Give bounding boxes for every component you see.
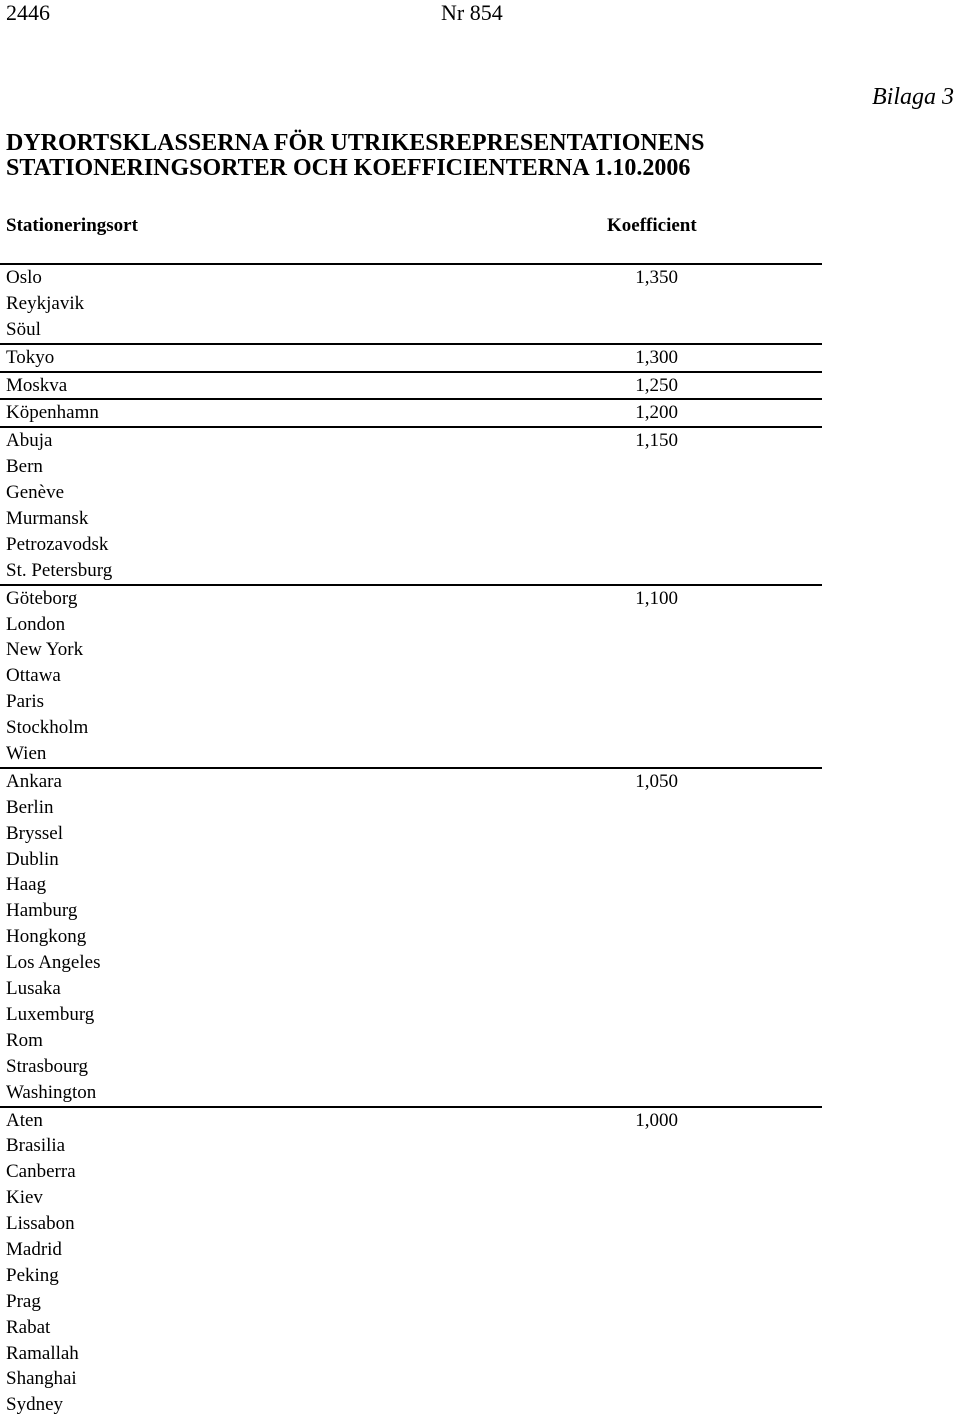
table-row (0, 428, 822, 454)
table-row (0, 795, 822, 821)
table-row (0, 1185, 822, 1211)
document-title (6, 131, 704, 181)
coefficient-table (0, 263, 822, 1418)
table-row (0, 769, 822, 795)
station-place: Ankara (6, 769, 62, 795)
table-row (0, 715, 822, 741)
table-row (0, 821, 822, 847)
station-place: Berlin (6, 795, 54, 821)
coefficient-group (0, 584, 822, 767)
table-row (0, 400, 822, 426)
coefficient-group (0, 398, 822, 426)
table-row (0, 1028, 822, 1054)
station-place: Tokyo (6, 345, 54, 371)
station-place: Aten (6, 1108, 43, 1134)
table-row (0, 1315, 822, 1341)
coefficient-value: 1,200 (635, 400, 678, 426)
table-row (0, 741, 822, 767)
station-place: Canberra (6, 1159, 76, 1185)
station-place: Rabat (6, 1315, 50, 1341)
station-place: Sydney (6, 1392, 63, 1418)
coefficient-value: 1,050 (635, 769, 678, 795)
statute-number: Nr 854 (441, 0, 503, 26)
coefficient-value: 1,350 (635, 265, 678, 291)
station-place: London (6, 612, 65, 638)
station-place: Genève (6, 480, 64, 506)
appendix-label: Bilaga 3 (872, 83, 954, 111)
coefficient-value: 1,150 (635, 428, 678, 454)
table-row (0, 1392, 822, 1418)
station-place: Madrid (6, 1237, 62, 1263)
station-place: Bryssel (6, 821, 63, 847)
station-place: Los Angeles (6, 950, 100, 976)
station-place: Göteborg (6, 586, 77, 612)
table-row (0, 1211, 822, 1237)
table-row (0, 847, 822, 873)
station-place: Shanghai (6, 1366, 77, 1392)
station-place: Reykjavik (6, 291, 84, 317)
coefficient-value: 1,100 (635, 586, 678, 612)
coefficient-value: 1,000 (635, 1108, 678, 1134)
station-place: Hamburg (6, 898, 77, 924)
table-row (0, 924, 822, 950)
station-place: Hongkong (6, 924, 86, 950)
table-row (0, 637, 822, 663)
table-row (0, 345, 822, 371)
station-place: New York (6, 637, 83, 663)
table-row (0, 506, 822, 532)
station-place: St. Petersburg (6, 558, 112, 584)
station-place: Köpenhamn (6, 400, 99, 426)
table-row (0, 480, 822, 506)
station-place: Stockholm (6, 715, 88, 741)
table-row (0, 950, 822, 976)
station-place: Lusaka (6, 976, 61, 1002)
table-row (0, 1054, 822, 1080)
coefficient-group (0, 343, 822, 371)
column-header-coefficient: Koefficient (607, 215, 697, 237)
table-row (0, 558, 822, 584)
table-row (0, 1289, 822, 1315)
table-row (0, 1133, 822, 1159)
station-place: Brasilia (6, 1133, 65, 1159)
table-row (0, 1263, 822, 1289)
title-line-2: STATIONERINGSORTER OCH KOEFFICIENTERNA 1.10.2006 (6, 156, 704, 181)
station-place: Kiev (6, 1185, 43, 1211)
table-row (0, 612, 822, 638)
station-place: Ottawa (6, 663, 61, 689)
table-row (0, 1237, 822, 1263)
station-place: Bern (6, 454, 43, 480)
table-row (0, 872, 822, 898)
station-place: Rom (6, 1028, 43, 1054)
coefficient-value: 1,250 (635, 373, 678, 399)
station-place: Murmansk (6, 506, 88, 532)
station-place: Ramallah (6, 1341, 79, 1367)
station-place: Moskva (6, 373, 67, 399)
table-row (0, 1341, 822, 1367)
station-place: Prag (6, 1289, 41, 1315)
coefficient-group (0, 371, 822, 399)
table-row (0, 586, 822, 612)
station-place: Oslo (6, 265, 42, 291)
table-row (0, 1366, 822, 1392)
table-row (0, 454, 822, 480)
station-place: Dublin (6, 847, 59, 873)
station-place: Luxemburg (6, 1002, 94, 1028)
table-row (0, 663, 822, 689)
station-place: Wien (6, 741, 46, 767)
table-row (0, 1080, 822, 1106)
table-row (0, 1159, 822, 1185)
station-place: Strasbourg (6, 1054, 88, 1080)
station-place: Petrozavodsk (6, 532, 108, 558)
station-place: Haag (6, 872, 46, 898)
coefficient-group (0, 767, 822, 1106)
table-row (0, 317, 822, 343)
table-row (0, 1108, 822, 1134)
coefficient-value: 1,300 (635, 345, 678, 371)
table-row (0, 291, 822, 317)
station-place: Söul (6, 317, 41, 343)
coefficient-group (0, 263, 822, 343)
column-header-place: Stationeringsort (6, 215, 138, 237)
page-number: 2446 (6, 0, 50, 26)
table-row (0, 689, 822, 715)
station-place: Washington (6, 1080, 96, 1106)
station-place: Lissabon (6, 1211, 75, 1237)
table-row (0, 976, 822, 1002)
table-row (0, 373, 822, 399)
station-place: Abuja (6, 428, 52, 454)
table-row (0, 898, 822, 924)
coefficient-group (0, 1106, 822, 1418)
station-place: Paris (6, 689, 44, 715)
coefficient-group (0, 426, 822, 583)
title-line-1: DYRORTSKLASSERNA FÖR UTRIKESREPRESENTATIONENS (6, 131, 704, 156)
station-place: Peking (6, 1263, 59, 1289)
table-row (0, 265, 822, 291)
table-row (0, 532, 822, 558)
table-row (0, 1002, 822, 1028)
